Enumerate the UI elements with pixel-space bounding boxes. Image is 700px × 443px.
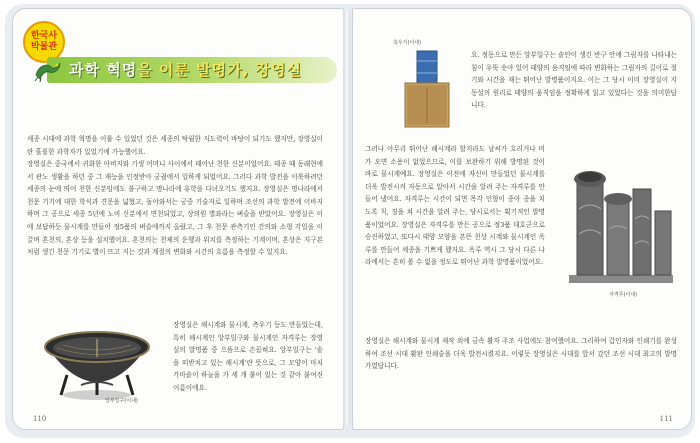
left-page (12, 8, 344, 430)
gauge-caption: 측우기(이내) (393, 40, 422, 46)
rain-gauge-image (397, 43, 457, 133)
page-title (69, 59, 302, 80)
water-clock-icon (563, 149, 679, 287)
paragraph: 장영실은 중국에서 귀화한 아버지와 기생 어머니 사이에서 태어난 천한 신분이었어요. 태종 때 동래현에서 관노 생활을 하던 중 그 재능을 인정받아 궁궐에서 일하게 되었어요. 그러다 과학 발전을 이룩하려던 세종의 눈에 띄어 천한 신분임에도 불구하고 명나라에 유학을 다녀오기도 했지요. 장영실은 명나라에서 천문 기기에 대한 학식과 견문을 넓혔고, 돌아와서는 궁중 기술자로 일하며 조선의 과학 발전에 이바지하며 그 공으로 세종 5년에 노비 신분에서 면천되었고, 상의원 별좌라는 벼슬을 받았어요. 장영실은 이에 보답하듯 물시계를 만들어 정5품의 벼슬에까지 올랐고, 그 후 천문 관측기인 간의와 소형 각일을 이끌며 혼천의, 혼상 등을 설치했어요. 혼천의는 천체의 운행과 위치를 측정하는 기계이며, 혼상은 지구본처럼 생긴 천문 기기로 별이 뜨고 지는 것과 계절의 변화와 시간의 흐름을 측정할 수 있지요. (27, 160, 323, 257)
badge-line-2: 박물관 (30, 42, 58, 52)
jagyeongnu-image (563, 149, 679, 287)
paragraph: 요. 정동으로 만든 앙부일구는 솥안이 생긴 반구 안에 그림자를 나타내는 침이 우뚝 솟아 있어 태양의 움직임에 따라 변화하는 그림자의 길이로 절기와 시간을 재는 뛰어난 발명품이지요. 이는 그 당시 이미 장영실이 지동설의 원리로 태양의 움직임을 정확하게 읽고 있었다는 것을 의미한답니다. (471, 51, 677, 110)
page-number: 110 (33, 415, 47, 423)
badge-line-1: 한국사 (30, 31, 58, 41)
paragraph: 장영실은 해시계와 물시계, 측우기 등도 만들었는데, 특히 해시계인 앙부일구와 물시계인 자격루는 장영실의 발명품 중 으뜸으로 손꼽혀요. 앙부일구는 '솥을 떠받치고 있는 해시계'란 뜻으로, 그 모양이 마치 가마솥이 하늘을 가 세 개 붙어 있는 것 같아 붙여진 이름이에요. (173, 321, 323, 392)
right-page (352, 8, 692, 430)
paragraph: 그러나 아무리 뛰어난 해시계라 할지라도 날씨가 흐리거나 비가 오면 소용이 없었으므로, 이를 보완하기 위해 발명된 것이 바로 물시계예요. 장영실은 이전에 자신이 만들었던 물시계를 더욱 발전시켜 자동으로 알아서 시간을 알려 주는 자격루를 만들어 냈어요. 자격루는 시간이 되면 목각 인형이 종아 종을 치도록 칙, 징을 쳐 시간을 알려 주는, 당시로서는 획기적인 발명품이었어요. 장영실은 자격루를 만든 공으로 정3품 대호군으로 승진하였고, 또다시 태양 모양을 본뜬 천상 시계와 물시계인 옥루를 만들어 세종을 기쁘게 했지요. 옥루 역시 그 당시 다른 나라에서는 흔히 볼 수 없을 정도로 뛰어난 과학 발명품이었어요. (365, 145, 545, 267)
paragraph: 세종 시대에 과학 혁명을 이룰 수 있었던 것은 세종의 탁월한 지도력이 바탕이 되기도 했지만, 장영실이란 훌륭한 과학자가 있었기에 가능했어요. (27, 135, 323, 156)
title-part-2: 을 이룬 발명가, 장영실 (137, 61, 302, 79)
page-number: 111 (659, 415, 673, 423)
clock-caption: 자격루(이내) (609, 292, 638, 298)
rain-gauge-icon (397, 43, 457, 133)
sundial-icon (27, 309, 167, 405)
angbuilgu-image (27, 309, 167, 405)
dragon-icon (33, 55, 63, 85)
paragraph: 장영실은 해시계와 물시계 제작 외에 금속 활자 주조 사업에도 참여했어요. 그리하여 갑인자와 인쇄기를 완성하여 조선 시대 활판 인쇄술을 더욱 발전시켰지요. 이렇듯 장영실은 시대를 앞서 갔던 조선 시대 최고의 발명가였답니다. (365, 337, 677, 371)
image-caption: 앙부일구(이내) (105, 398, 138, 404)
title-part-1: 과학 혁명 (69, 61, 138, 79)
book-spine (343, 10, 351, 426)
